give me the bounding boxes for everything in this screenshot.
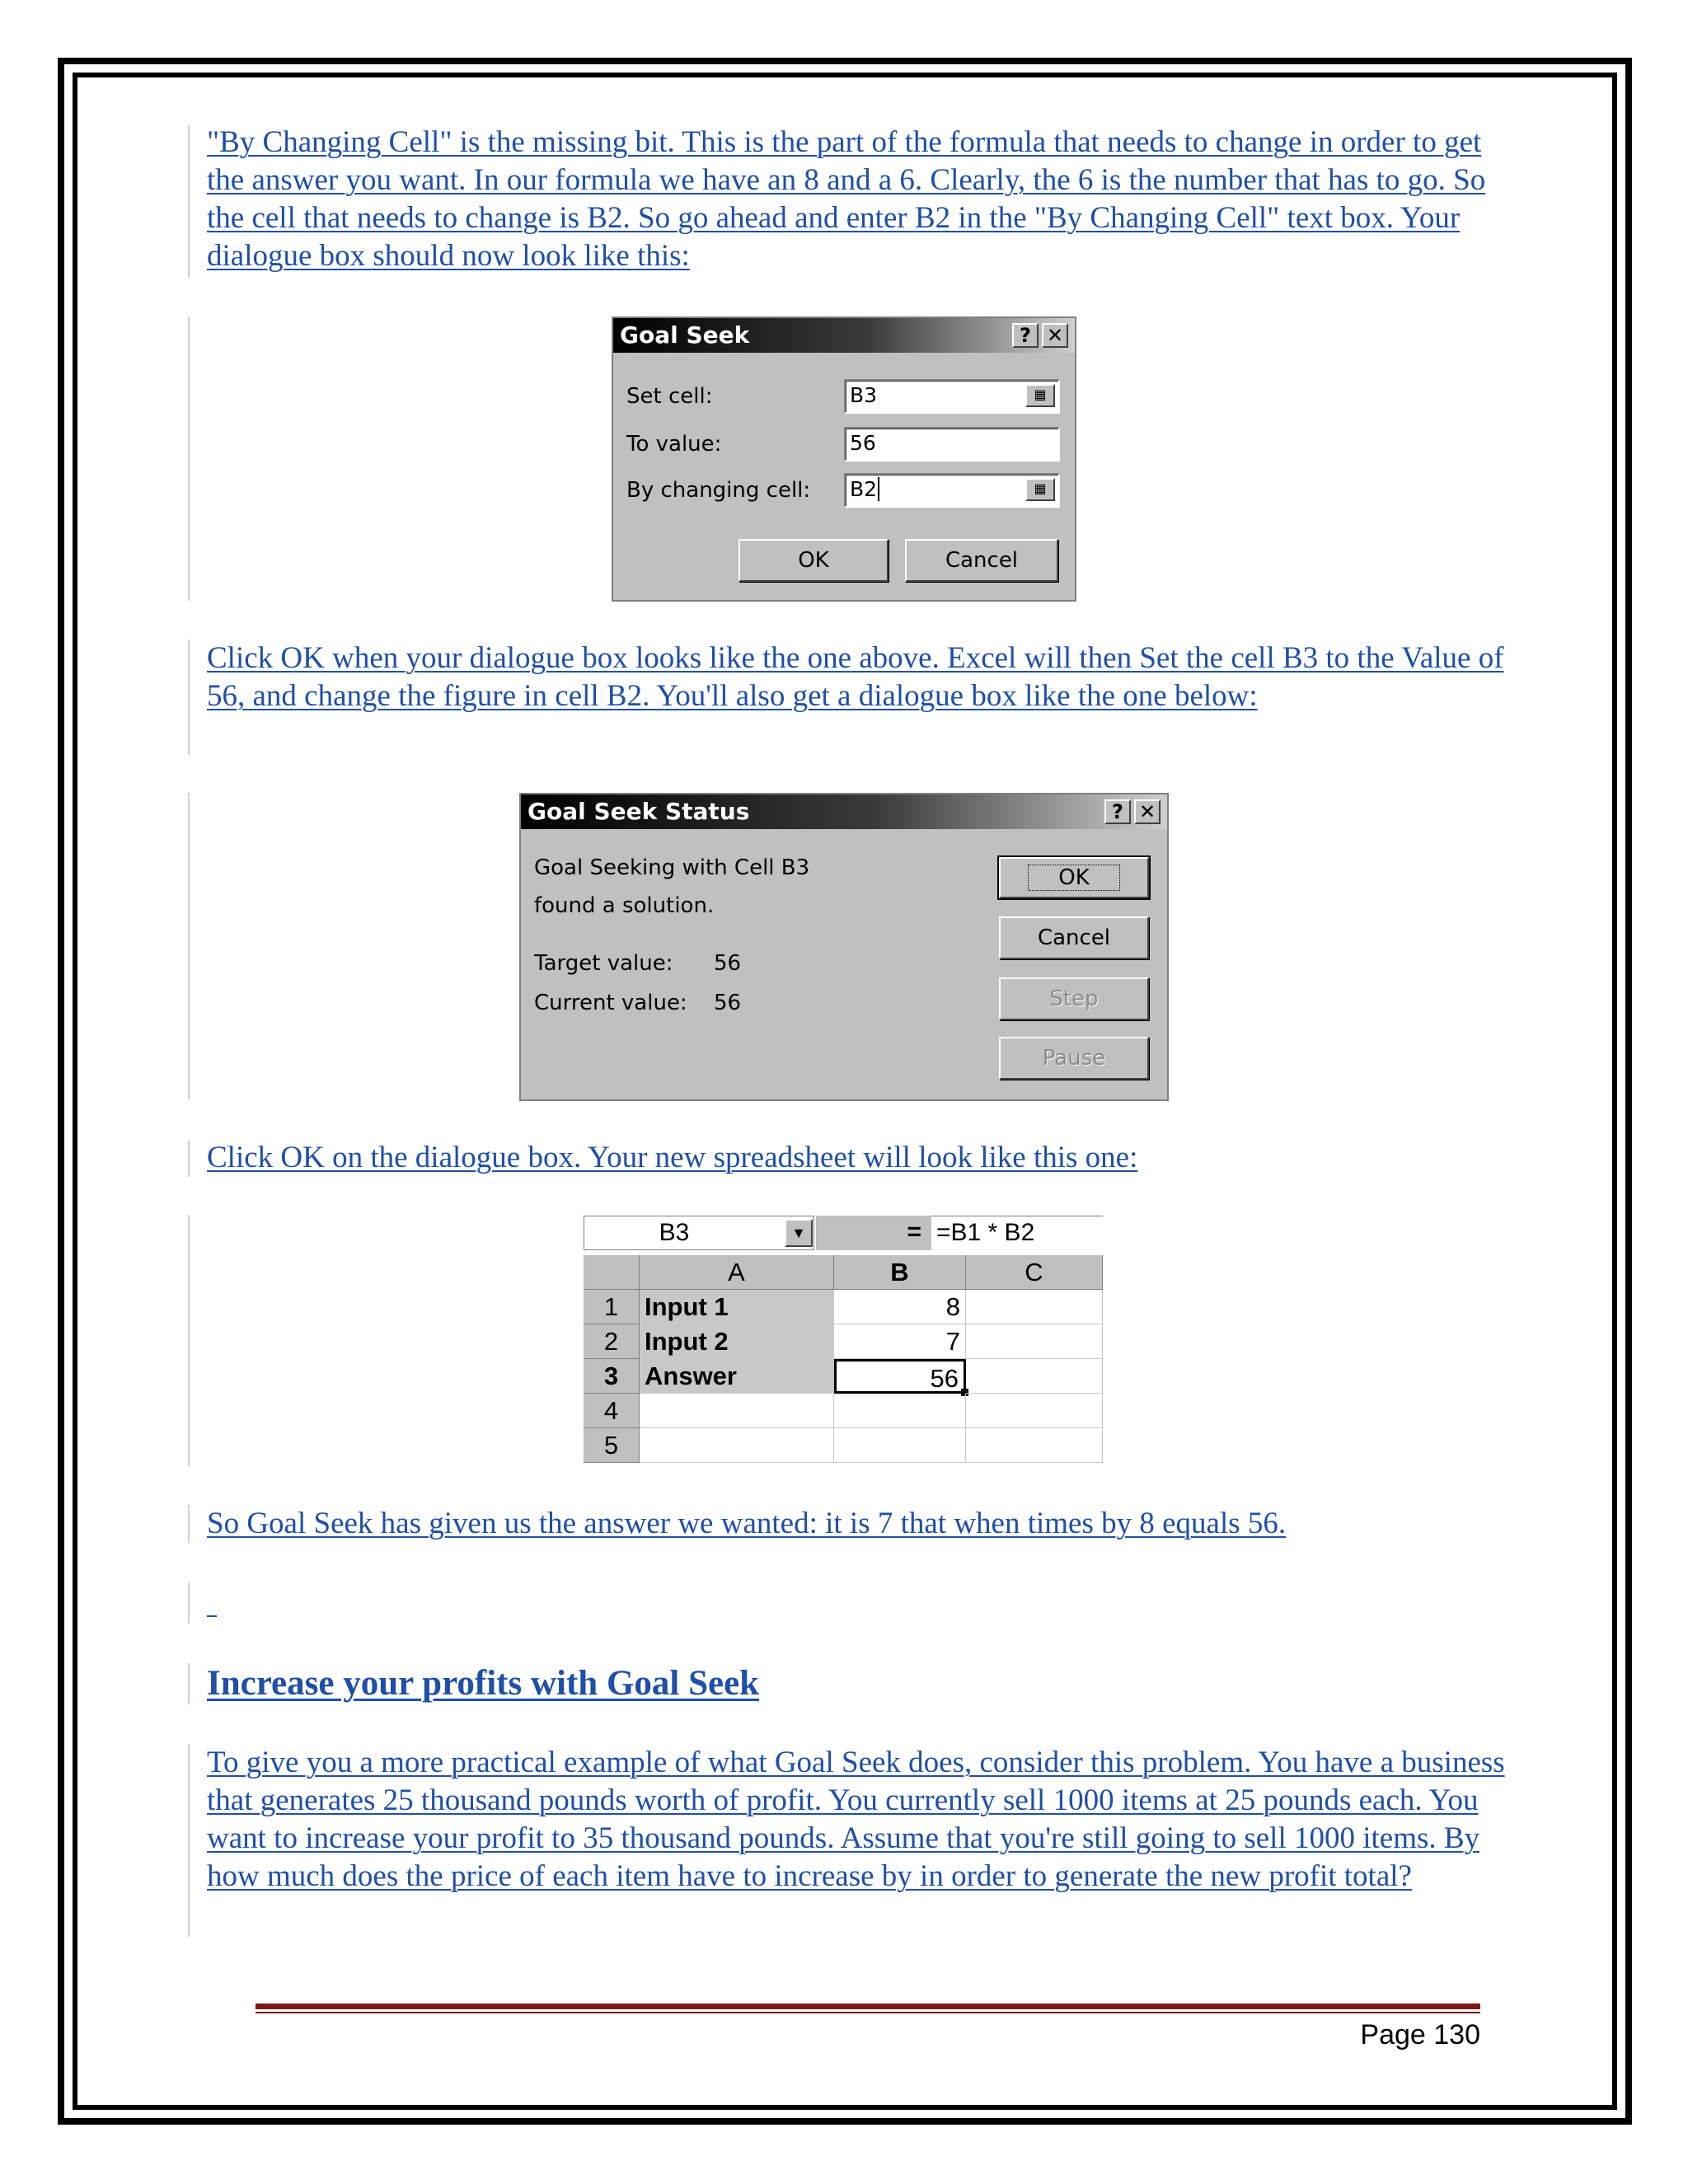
cell-b1[interactable]: 8 xyxy=(834,1290,966,1324)
cancel-button[interactable]: Cancel xyxy=(905,539,1058,582)
target-value: 56 xyxy=(714,951,742,976)
pause-button[interactable]: Pause xyxy=(999,1037,1149,1080)
change-bar xyxy=(188,640,190,755)
formula-bar[interactable]: =B1 * B2 xyxy=(931,1216,1103,1250)
by-changing-cell-label: By changing cell: xyxy=(626,478,811,503)
cell-a2[interactable]: Input 2 xyxy=(640,1324,834,1359)
paragraph-click-ok[interactable]: Click OK when your dialogue box looks like the one above. Excel will then Set the cell B3 to the Value of 56, and change the figure in cell B2. You'll also get a dialogue box like the one below: xyxy=(207,641,1504,713)
step-button[interactable]: Step xyxy=(999,977,1149,1020)
dialog-title: Goal Seek xyxy=(613,318,1075,353)
cell-c3[interactable] xyxy=(966,1359,1103,1394)
close-icon[interactable]: ✕ xyxy=(1042,323,1068,348)
cell-c5[interactable] xyxy=(966,1428,1103,1463)
range-picker-icon[interactable]: ▦ xyxy=(1025,384,1055,407)
row-header[interactable]: 4 xyxy=(584,1394,640,1428)
set-cell-label: Set cell: xyxy=(626,384,713,409)
name-box[interactable] xyxy=(584,1216,814,1250)
ok-button[interactable] xyxy=(999,857,1149,898)
help-icon[interactable]: ? xyxy=(1104,799,1131,824)
status-line-2: found a solution. xyxy=(534,893,715,918)
goal-seek-status-dialog xyxy=(519,793,1169,1101)
current-value-label: Current value: xyxy=(534,991,687,1015)
change-bar xyxy=(188,1663,190,1704)
change-bar xyxy=(188,1141,190,1177)
cell-b3-active[interactable]: 56 xyxy=(834,1359,966,1394)
to-value-label: To value: xyxy=(626,432,722,457)
cell-a5[interactable] xyxy=(640,1428,834,1463)
paragraph-new-spreadsheet[interactable]: Click OK on the dialogue box. Your new spreadsheet will look like this one: xyxy=(207,1141,1138,1174)
cell-b4[interactable] xyxy=(834,1394,966,1428)
paragraph-practical-example[interactable]: To give you a more practical example of what Goal Seek does, consider this problem. You have a business that generates 25 thousand pounds worth of profit. You currently sell 1000 items at 25 pounds each. You want to increase your profit to 35 thousand pounds. Assume that you're still going to sell 1000 items. By how much does the price of each item have to increase by in order to generate the new profit total? xyxy=(207,1746,1505,1893)
dialog-title: Goal Seek Status xyxy=(521,794,1167,829)
status-line-1: Goal Seeking with Cell B3 xyxy=(534,855,810,880)
cell-c1[interactable] xyxy=(966,1290,1103,1324)
cell-a1[interactable]: Input 1 xyxy=(640,1290,834,1324)
target-value-label: Target value: xyxy=(534,951,673,976)
change-bar xyxy=(188,1215,190,1466)
section-heading[interactable]: Increase your profits with Goal Seek xyxy=(207,1664,760,1703)
range-picker-icon[interactable]: ▦ xyxy=(1025,478,1055,501)
change-bar xyxy=(188,1744,190,1937)
name-box-value: B3 xyxy=(659,1219,690,1246)
column-header-a[interactable]: A xyxy=(640,1255,834,1290)
cell-c4[interactable] xyxy=(966,1394,1103,1428)
to-value-value: 56 xyxy=(850,431,876,455)
cell-a4[interactable] xyxy=(640,1394,834,1428)
set-cell-field[interactable] xyxy=(844,379,1060,414)
text-cursor xyxy=(878,477,886,501)
chevron-down-icon[interactable]: ▼ xyxy=(785,1219,813,1247)
paragraph-changing-cell[interactable]: "By Changing Cell" is the missing bit. This is the part of the formula that needs to change in order to get the answer you want. In our formula we have an 8 and a 6. Clearly, the 6 is the number that has to go. So the cell that needs to change is B2. So go ahead and enter B2 in the "By Changing Cell" text box. Your dialogue box should now look like this: xyxy=(207,125,1486,273)
ok-button-label: OK xyxy=(1028,865,1120,891)
page-number: Page 130 xyxy=(1360,2019,1480,2050)
row-header[interactable]: 3 xyxy=(584,1359,640,1394)
row-header[interactable]: 5 xyxy=(584,1428,640,1463)
to-value-field[interactable] xyxy=(844,427,1060,462)
cell-c2[interactable] xyxy=(966,1324,1103,1359)
change-bar xyxy=(188,316,190,601)
cell-a3[interactable]: Answer xyxy=(640,1359,834,1394)
column-header-c[interactable]: C xyxy=(966,1255,1103,1290)
current-value: 56 xyxy=(714,991,742,1015)
footer-rule xyxy=(256,2004,1480,2009)
close-icon[interactable]: ✕ xyxy=(1134,799,1160,824)
change-bar xyxy=(188,1505,190,1543)
footer-rule-thin xyxy=(256,2012,1480,2013)
cancel-button[interactable]: Cancel xyxy=(999,916,1149,959)
by-changing-cell-field[interactable] xyxy=(844,473,1060,508)
help-icon[interactable]: ? xyxy=(1012,323,1039,348)
change-bar xyxy=(188,1582,190,1624)
empty-link[interactable] xyxy=(207,1615,217,1617)
select-all-corner[interactable] xyxy=(584,1255,640,1290)
paragraph-goal-seek-answer[interactable]: So Goal Seek has given us the answer we wanted: it is 7 that when times by 8 equals 56. xyxy=(207,1507,1287,1540)
spreadsheet xyxy=(584,1216,1103,1465)
cell-b5[interactable] xyxy=(834,1428,966,1463)
row-header[interactable]: 1 xyxy=(584,1290,640,1324)
change-bar xyxy=(188,125,190,278)
column-header-b[interactable]: B xyxy=(834,1255,966,1290)
formula-equals: = xyxy=(816,1216,931,1250)
cell-b2[interactable]: 7 xyxy=(834,1324,966,1359)
row-header[interactable]: 2 xyxy=(584,1324,640,1359)
goal-seek-dialog xyxy=(612,316,1076,602)
set-cell-value: B3 xyxy=(850,383,878,407)
ok-button[interactable]: OK xyxy=(738,539,889,582)
by-changing-cell-value: B2 xyxy=(850,477,878,501)
change-bar xyxy=(188,793,190,1099)
